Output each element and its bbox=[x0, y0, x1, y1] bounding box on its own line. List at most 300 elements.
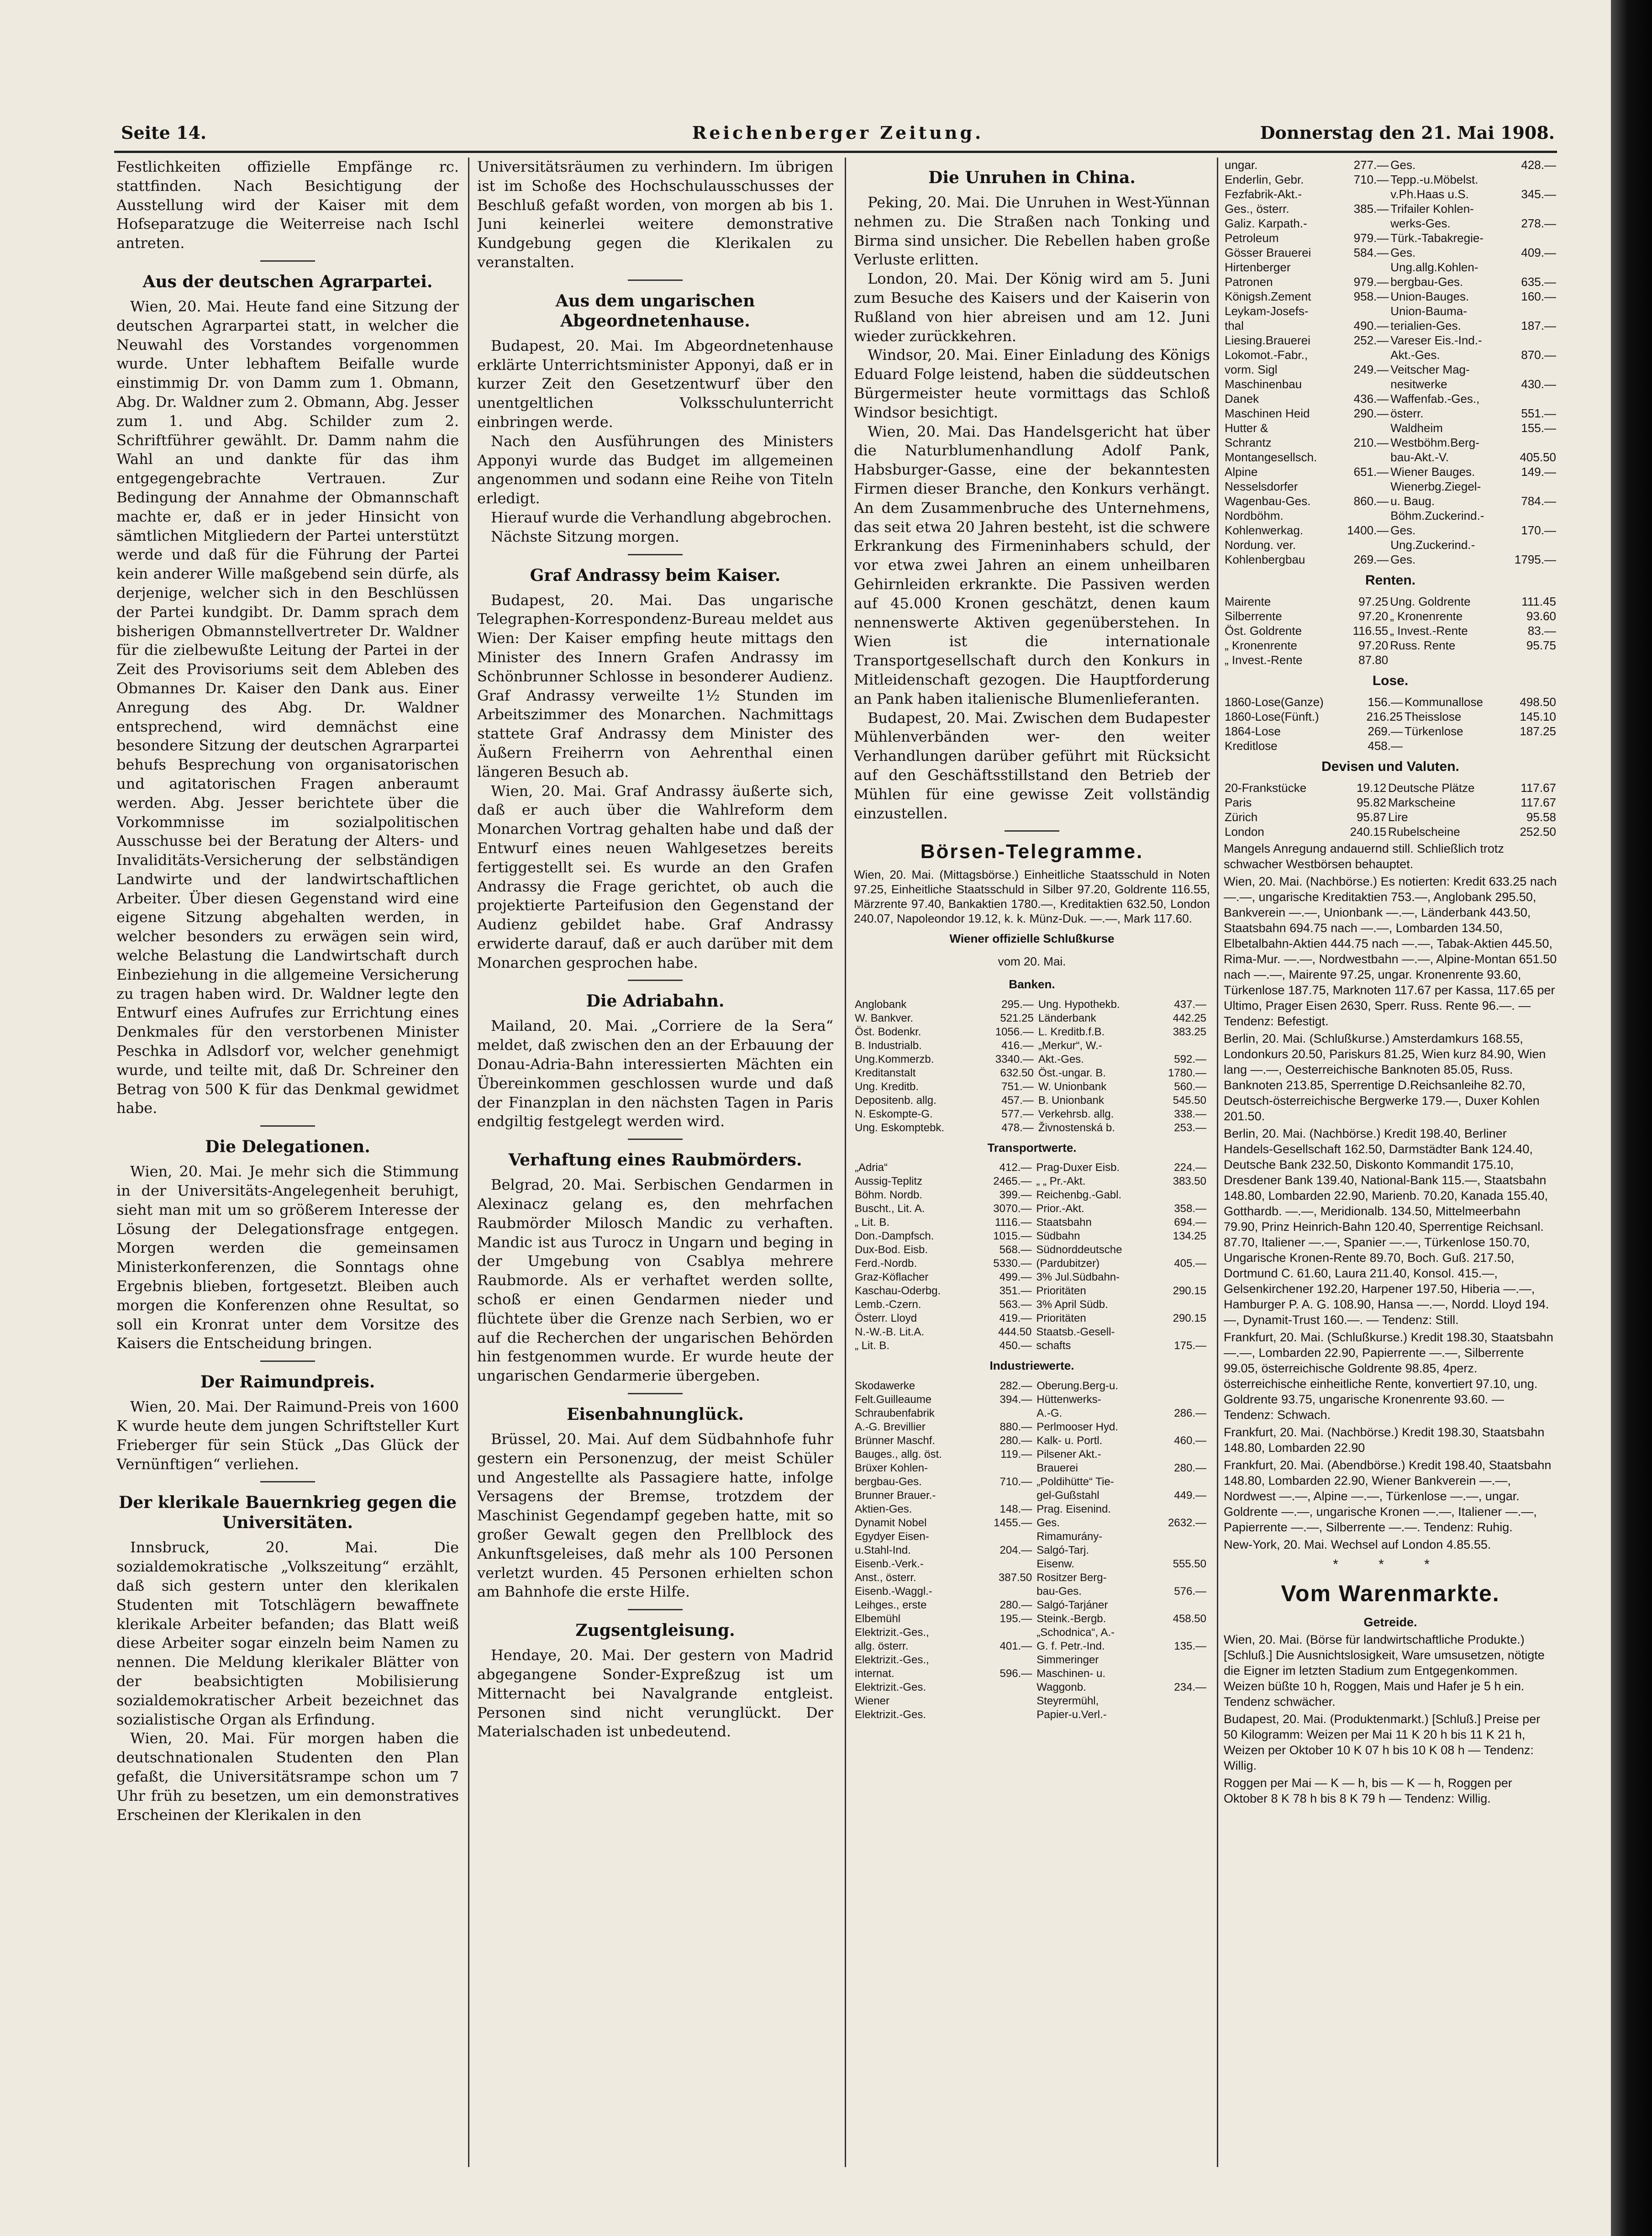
article-text: London, 20. Mai. Der König wird am 5. Juni zum Besuche des Kaisers und der Kaiserin von Rußland von hier abreisen und am 12. Juni wieder zurückkehren. bbox=[854, 270, 1210, 345]
table-cell-value: 2465.— bbox=[993, 1175, 1032, 1188]
table-row bbox=[854, 1612, 1210, 1626]
table-cell-value: 555.50 bbox=[1173, 1558, 1206, 1571]
table-cell-name: Hüttenwerks- bbox=[1036, 1393, 1101, 1406]
table-cell-name: Lemb.-Czern. bbox=[855, 1298, 921, 1311]
table-cell-value: 290.15 bbox=[1173, 1312, 1206, 1325]
table-row bbox=[1224, 824, 1557, 839]
table-cell-name: Veitscher Mag- bbox=[1390, 363, 1470, 376]
table-cell-value bbox=[977, 1530, 1036, 1544]
table-cell-value: 444.50 bbox=[998, 1326, 1032, 1339]
table-row bbox=[854, 1557, 1210, 1571]
table-cell-name: Öst.-ungar. B. bbox=[1038, 1066, 1106, 1079]
table-cell-value: 419.— bbox=[999, 1312, 1032, 1325]
separator bbox=[628, 554, 683, 555]
table-cell-value: 436.— bbox=[1353, 392, 1389, 406]
table-cell-name: Fezfabrik-Akt.- bbox=[1225, 187, 1302, 201]
separator bbox=[260, 1125, 315, 1127]
table-row bbox=[854, 1516, 1210, 1530]
table-cell-name: Ges. bbox=[1390, 553, 1416, 566]
subsection-heading: Industriewerte. bbox=[989, 1359, 1074, 1373]
table-cell-name: (Pardubitzer) bbox=[1036, 1257, 1100, 1270]
table-row bbox=[1224, 523, 1557, 538]
table-cell-name: „ Kronenrente bbox=[1225, 638, 1297, 652]
table-cell-value: 870.— bbox=[1521, 348, 1556, 362]
market-report: Berlin, 20. Mai. (Nachbörse.) Kredit 198.40, Berliner Handels-Gesellschaft 162.50, Darmstädter Bank 124.40, Deutsche Bank 232.50, Diskonto Kommandit 175.10, Dresdener Bank 139.40, National-Bank 115.—, Staatsbahn 148.80, Lombarden 22.90, Marienb. 70.20, Kanada 155.40, Gotthardb. —.—, Meridionalb. 134.50, Mittelmeerbahn 79.90, Prinz Heinrich-Bahn 120.40, Sperrentige Reichsanl. 87.70, Italiener —.—, Spanier —.—, Türkenlose 150.70, Ungarische Kronen-Rente 89.70, Boch. Guß. 217.50, Dortmund C. 61.60, Laura 211.40, Konsol. 415.—, Gelsenkirchener 192.20, Harpener 197.50, Hiberia —.—, Hamburger P. A. G. 108.90, Hansa —.—, Nordd. Lloyd 194.—, Dynamit-Trust 160.—. — Tendenz: Still. bbox=[1224, 1127, 1549, 1327]
table-cell-value: 428.— bbox=[1521, 158, 1556, 172]
table-row bbox=[854, 1325, 1210, 1339]
table-cell-name: Wiener Bauges. bbox=[1390, 465, 1475, 479]
page-spine-shadow bbox=[1611, 0, 1652, 2236]
table-cell-value bbox=[1157, 1243, 1210, 1257]
table-cell-value: 145.10 bbox=[1520, 710, 1556, 723]
subsection-heading: Wiener offizielle Schlußkurse bbox=[949, 932, 1115, 946]
separator bbox=[628, 1609, 683, 1610]
table-cell-name: Prag-Duxer Eisb. bbox=[1036, 1161, 1120, 1174]
table-row bbox=[854, 1585, 1210, 1598]
table-cell-name: Russ. Rente bbox=[1390, 638, 1456, 652]
table-row bbox=[854, 1066, 1210, 1080]
table-cell-value: 5330.— bbox=[993, 1257, 1032, 1270]
table-cell-value: 204.— bbox=[1000, 1544, 1032, 1557]
table-cell-name: Westböhm.Berg- bbox=[1390, 436, 1479, 449]
table-cell-name: Prior.-Akt. bbox=[1036, 1202, 1084, 1215]
table-cell-name: Ung.Kommerzb. bbox=[855, 1053, 934, 1065]
table-cell-value: 401.— bbox=[1000, 1640, 1032, 1653]
column-1 bbox=[116, 158, 459, 2167]
table-cell-name: „Poldihütte“ Tie- bbox=[1036, 1476, 1114, 1488]
table-cell-value bbox=[977, 1694, 1036, 1708]
issue-date: Donnerstag den 21. Mai 1908. bbox=[1260, 122, 1555, 143]
table-cell-value bbox=[1151, 1598, 1210, 1612]
table-cell-name: Prioritäten bbox=[1036, 1312, 1086, 1325]
table-cell-name: Elektrizit.-Ges. bbox=[855, 1709, 926, 1721]
table-cell-name: Rubelscheine bbox=[1388, 825, 1460, 838]
table-cell-value: 457.— bbox=[1001, 1094, 1034, 1107]
article-heading: Zugsentgleisung. bbox=[575, 1621, 735, 1640]
article-text: Universitätsräumen zu verhindern. Im übrigen ist im Schoße des Hochschulausschusses der Beschluß gefaßt worden, von morgen ab bis 1. Juni keinerlei weitere demonstrative Kundgebung gegen die Klerikalen zu veranstalten. bbox=[477, 158, 833, 271]
table-cell-value: 1400.— bbox=[1347, 523, 1389, 537]
table-cell-value: 449.— bbox=[1174, 1489, 1206, 1502]
table-cell-value bbox=[977, 1681, 1036, 1694]
table-row bbox=[1224, 391, 1557, 406]
subsection-heading: Devisen und Valuten. bbox=[1321, 759, 1459, 774]
table-cell-value: 119.— bbox=[1000, 1448, 1032, 1461]
table-cell-value: 880.— bbox=[1000, 1421, 1032, 1434]
table-cell-value: 478.— bbox=[1001, 1121, 1034, 1134]
market-report: Berlin, 20. Mai. (Schlußkurse.) Amsterdamkurs 168.55, Londonkurs 20.50, Pariskurs 81.25, Wien kurz 84.90, Wien lang —.—, Oesterreichische Banknoten 85.05, Russ. Banknoten 213.85, Sperrentige D.Reichsanleihe 82.70, Deutsch-österreichische Bergwerke 179.—, Duxer Kohlen 201.50. bbox=[1224, 1032, 1546, 1123]
table-row bbox=[1224, 377, 1557, 391]
table-cell-value: 412.— bbox=[999, 1161, 1032, 1174]
table-row bbox=[1224, 552, 1557, 567]
table-cell-name: „ Lit. B. bbox=[855, 1216, 890, 1229]
column-3 bbox=[854, 158, 1210, 2167]
table-cell-name: Galiz. Karpath.- bbox=[1225, 216, 1307, 230]
table-cell-name: Kaschau-Oderbg. bbox=[855, 1285, 941, 1297]
table-cell-name: Liesing.Brauerei bbox=[1225, 333, 1310, 347]
table-cell-value bbox=[1505, 260, 1557, 274]
table-cell-name: Steyrermühl, bbox=[1036, 1695, 1099, 1708]
table-cell-name: Dynamit Nobel bbox=[855, 1517, 927, 1529]
table-cell-name: Österr. Lloyd bbox=[855, 1312, 917, 1325]
table-cell-value: 577.— bbox=[1001, 1107, 1034, 1120]
table-cell-value: 490.— bbox=[1353, 319, 1389, 332]
table-cell-value: 95.87 bbox=[1357, 810, 1387, 824]
table-cell-value: 19.12 bbox=[1357, 781, 1387, 795]
table-row bbox=[1224, 494, 1557, 508]
table-cell-value: 269.— bbox=[1368, 724, 1403, 738]
table-cell-name: gel-Gußstahl bbox=[1036, 1489, 1100, 1502]
table-cell-value: 170.— bbox=[1521, 523, 1556, 537]
table-cell-name: Aktien-Ges. bbox=[855, 1503, 912, 1516]
table-cell-value: 385.— bbox=[1353, 202, 1389, 216]
table-cell-value: 148.— bbox=[1000, 1503, 1032, 1516]
table-cell-value: 338.— bbox=[1174, 1107, 1206, 1120]
column-4 bbox=[1224, 158, 1557, 2167]
table-cell-value: 551.— bbox=[1521, 406, 1556, 420]
table-cell-value bbox=[1157, 1325, 1210, 1339]
table-cell-value: 252.50 bbox=[1520, 825, 1556, 838]
table-cell-value: 83.— bbox=[1527, 624, 1556, 638]
table-row bbox=[854, 1640, 1210, 1653]
table-cell-value: 387.50 bbox=[998, 1572, 1032, 1584]
table-row bbox=[854, 1094, 1210, 1107]
table-cell-value: 979.— bbox=[1353, 231, 1389, 245]
table-cell-value: 224.— bbox=[1174, 1161, 1206, 1174]
table-cell-name: Länderbank bbox=[1038, 1012, 1096, 1024]
table-cell-name: Lokomot.-Fabr., bbox=[1225, 348, 1308, 362]
table-cell-name: Brüxer Kohlen- bbox=[855, 1462, 928, 1475]
table-cell-value: 134.25 bbox=[1173, 1230, 1206, 1243]
table-row bbox=[854, 1284, 1210, 1298]
table-cell-name: nesitwerke bbox=[1390, 377, 1447, 391]
table-cell-name: ungar. bbox=[1225, 158, 1258, 172]
stock-table-transport bbox=[854, 1161, 1210, 1353]
table-cell-value bbox=[1505, 362, 1557, 377]
article-text: Wien, 20. Mai. Das Handelsgericht hat über die Naturblumenhandlung Adolf Pank, Habsburger-Gasse, eine der bekanntesten Firmen dieser Branche, den Konkurs verhängt. An dem Zusammenbruche des Unternehmens, das seit etwa 20 Jahren besteht, ist die schwere Erkrankung des Firmeninhabers schuld, der vor etwa zwei Jahren an einem unheilbaren Gehirnleiden erkrankte. Die Passiven werden auf 45.000 Kronen geschätzt, denen kaum nennenswerte Aktiven gegenüberstehen. In Wien ist die internationale Transportgesellschaft durch den Konkurs in Mitleidenschaft gezogen. Die Hauptforderung an Pank haben italienische Blumenlieferanten. bbox=[854, 422, 1210, 707]
table-cell-name: Rimamurány- bbox=[1036, 1530, 1103, 1543]
table-cell-value: 450.— bbox=[999, 1339, 1032, 1352]
table-cell-name: Elektrizit.-Ges., bbox=[855, 1626, 929, 1639]
market-report: Wien, 20. Mai. (Börse für landwirtschaftliche Produkte.) [Schluß.] Die Ausnichtslosigkeit, Ware umsusetzen, nötigte die Eigner im letzten Stadium zum Entgegenkommen. Weizen büßte 10 h, Roggen, Mais und Hafer je 5 h ein. Tendenz schwächer. bbox=[1224, 1633, 1545, 1709]
table-cell-name: Felt.Guilleaume bbox=[855, 1393, 932, 1406]
table-cell-value: 93.60 bbox=[1526, 609, 1556, 623]
table-cell-value: 632.50 bbox=[1000, 1066, 1034, 1079]
table-cell-value: 277.— bbox=[1353, 158, 1389, 172]
table-cell-value bbox=[1151, 1653, 1210, 1667]
table-row bbox=[854, 1107, 1210, 1121]
table-cell-value: 1780.— bbox=[1168, 1066, 1206, 1079]
table-cell-value: 187.— bbox=[1521, 319, 1556, 332]
table-cell-name: Lire bbox=[1388, 810, 1408, 824]
table-cell-value bbox=[1505, 391, 1557, 406]
table-cell-name: Waffenfab.-Ges., bbox=[1390, 392, 1480, 406]
table-cell-name: Ung. Eskomptebk. bbox=[855, 1121, 945, 1134]
table-cell-name: 1860-Lose(Fünft.) bbox=[1225, 710, 1319, 723]
table-row bbox=[854, 1393, 1210, 1407]
devisen-table bbox=[1224, 780, 1557, 839]
table-cell-value: 280.— bbox=[1000, 1599, 1032, 1612]
table-cell-name: Bauges., allg. öst. bbox=[855, 1448, 942, 1461]
table-cell-value bbox=[1337, 450, 1390, 464]
table-cell-value: 155.— bbox=[1521, 421, 1556, 435]
table-cell-name: Markscheine bbox=[1388, 796, 1456, 809]
table-row bbox=[854, 1667, 1210, 1681]
table-cell-name: Schraubenfabrik bbox=[855, 1407, 935, 1420]
table-row bbox=[854, 1448, 1210, 1461]
table-cell-name: Kommunallose bbox=[1405, 695, 1483, 709]
table-cell-name: Ges., österr. bbox=[1225, 202, 1289, 216]
table-cell-value bbox=[1505, 479, 1557, 494]
table-row bbox=[1224, 318, 1557, 333]
table-cell-name: Enderlin, Gebr. bbox=[1225, 173, 1304, 186]
table-row bbox=[1224, 709, 1557, 724]
table-cell-name: Union-Bauma- bbox=[1390, 304, 1467, 318]
separator bbox=[260, 1481, 315, 1482]
table-cell-name: Eisenb.-Verk.- bbox=[855, 1558, 924, 1571]
table-cell-value bbox=[1505, 508, 1557, 523]
table-cell-name: Tepp.-u.Möbelst. bbox=[1390, 173, 1478, 186]
table-cell-value: 399.— bbox=[999, 1189, 1032, 1202]
table-cell-value: 117.67 bbox=[1520, 796, 1556, 809]
table-cell-value: 563.— bbox=[999, 1298, 1032, 1311]
table-cell-value bbox=[1151, 1530, 1210, 1544]
table-cell-value bbox=[1151, 1039, 1210, 1053]
table-cell-value bbox=[1337, 479, 1390, 494]
table-cell-value: 2632.— bbox=[1168, 1517, 1206, 1529]
table-cell-value: 87.80 bbox=[1358, 653, 1389, 667]
table-cell-name: Hutter & bbox=[1225, 421, 1268, 435]
table-cell-name: Anglobank bbox=[855, 998, 907, 1011]
table-cell-value bbox=[1337, 304, 1390, 318]
article-text: Windsor, 20. Mai. Einer Einladung des Königs Eduard Folge leistend, haben die süddeutschen Bürgermeister heute vormittags das Schloß Windsor besichtigt. bbox=[854, 346, 1210, 421]
table-cell-value: 383.50 bbox=[1173, 1175, 1206, 1188]
table-cell-value: 97.25 bbox=[1358, 595, 1389, 608]
table-cell-value bbox=[1505, 304, 1557, 318]
table-cell-value: 521.25 bbox=[1000, 1012, 1034, 1024]
table-cell-name: Türkenlose bbox=[1405, 724, 1463, 738]
stock-table-banken bbox=[854, 998, 1210, 1135]
table-cell-value bbox=[977, 1626, 1036, 1640]
table-cell-value: 210.— bbox=[1353, 436, 1389, 449]
article-text: Mailand, 20. Mai. „Corriere de la Sera“ meldet, daß zwischen den an der Erbauung der Donau-Adria-Bahn interessierten Mächten ein Übereinkommen geschlossen wurde und daß der Finanzplan in den nächsten Tagen in Paris endgiltig festgelegt werden wird. bbox=[477, 1017, 833, 1130]
table-cell-name: Prag. Eisenind. bbox=[1036, 1503, 1111, 1516]
table-cell-name: Ung. Goldrente bbox=[1390, 595, 1471, 608]
table-cell-value: 394.— bbox=[1000, 1393, 1032, 1406]
table-cell-value: 358.— bbox=[1174, 1202, 1206, 1215]
table-row bbox=[1224, 435, 1557, 450]
table-row bbox=[854, 1461, 1210, 1475]
table-row bbox=[854, 1339, 1210, 1353]
table-cell-name: „ Invest.-Rente bbox=[1225, 653, 1303, 667]
table-cell-value bbox=[1151, 1379, 1210, 1393]
table-row bbox=[1224, 245, 1557, 260]
table-cell-value: 116.55 bbox=[1352, 624, 1389, 638]
table-row bbox=[854, 1298, 1210, 1312]
table-cell-name: Königsh.Zement bbox=[1225, 290, 1311, 303]
table-cell-name: Anst., österr. bbox=[855, 1572, 916, 1584]
table-cell-value: 860.— bbox=[1353, 494, 1389, 508]
table-cell-name: „Schodnica“, A.- bbox=[1036, 1626, 1115, 1639]
table-cell-name: Staatsb.-Gesell- bbox=[1036, 1326, 1115, 1339]
table-row bbox=[854, 1544, 1210, 1557]
table-cell-value: 430.— bbox=[1521, 377, 1556, 391]
table-cell-name: Brauerei bbox=[1036, 1462, 1078, 1475]
table-cell-value: 784.— bbox=[1521, 494, 1556, 508]
column-2 bbox=[477, 158, 833, 2167]
table-cell-name: Kohlenwerkag. bbox=[1225, 523, 1303, 537]
table-cell-name: Perlmooser Hyd. bbox=[1036, 1421, 1118, 1434]
table-cell-value bbox=[1151, 1420, 1210, 1434]
table-cell-value bbox=[1151, 1667, 1210, 1681]
column-divider bbox=[845, 158, 846, 2167]
table-cell-value: 111.45 bbox=[1521, 595, 1556, 608]
table-cell-value: 458.50 bbox=[1173, 1613, 1206, 1625]
article-text: Wien, 20. Mai. Für morgen haben die deutschnationalen Studenten den Plan gefaßt, die Universitätsrampe schon um 7 Uhr früh zu besetzen, um ein demonstratives Erscheinen der Klerikalen in den bbox=[116, 1730, 459, 1824]
section-heading: Börsen-Telegramme. bbox=[920, 840, 1144, 863]
table-cell-name: internat. bbox=[855, 1667, 894, 1680]
table-cell-value: 97.20 bbox=[1358, 609, 1389, 623]
article-heading: Die Adriabahn. bbox=[586, 991, 725, 1011]
table-cell-name: Schrantz bbox=[1225, 436, 1272, 449]
table-cell-value bbox=[1151, 1626, 1210, 1640]
table-cell-value: 442.25 bbox=[1173, 1012, 1206, 1024]
table-cell-value: 498.50 bbox=[1520, 695, 1556, 709]
table-row bbox=[1224, 289, 1557, 304]
table-cell-name: Vareser Eis.-Ind.- bbox=[1390, 333, 1482, 347]
table-row bbox=[1224, 450, 1557, 464]
table-row bbox=[854, 1271, 1210, 1284]
table-cell-value: 249.— bbox=[1353, 363, 1389, 376]
table-cell-value bbox=[977, 1708, 1036, 1722]
market-report: Roggen per Mai — K — h, bis — K — h, Roggen per Oktober 8 K 78 h bis 8 K 79 h — Tendenz: Willig. bbox=[1224, 1776, 1512, 1805]
table-cell-value: 568.— bbox=[999, 1244, 1032, 1256]
table-cell-name: Papier-u.Verl.- bbox=[1036, 1709, 1107, 1721]
table-cell-name: A.-G. Brevillier bbox=[855, 1421, 926, 1434]
table-cell-value: 95.75 bbox=[1526, 638, 1556, 652]
table-row bbox=[1224, 653, 1557, 667]
table-cell-value: 584.— bbox=[1353, 246, 1389, 259]
table-row bbox=[854, 1202, 1210, 1216]
table-cell-name: Eisenb.-Waggl.- bbox=[855, 1585, 932, 1598]
article-text: Wien, 20. Mai. Der Raimund-Preis von 1600 K wurde heute dem jungen Schriftsteller Kurt Frieberger für sein Stück „Das Glück der Vernünftigen“ verliehen. bbox=[116, 1398, 459, 1473]
table-cell-value: 295.— bbox=[1001, 998, 1034, 1011]
table-row bbox=[1224, 231, 1557, 245]
table-row bbox=[854, 1039, 1210, 1053]
section-heading: Vom Warenmarkte. bbox=[1281, 1581, 1500, 1606]
table-cell-value: 175.— bbox=[1174, 1339, 1206, 1352]
table-cell-name: „Merkur“, W.- bbox=[1038, 1039, 1102, 1052]
table-cell-value: 282.— bbox=[1000, 1380, 1032, 1392]
table-cell-value: 3340.— bbox=[995, 1053, 1034, 1065]
table-row bbox=[854, 1571, 1210, 1585]
table-cell-name: 3% April Südb. bbox=[1036, 1298, 1108, 1311]
table-cell-value: 269.— bbox=[1353, 553, 1389, 566]
table-cell-name: Nesselsdorfer bbox=[1225, 480, 1298, 493]
table-cell-value: 958.— bbox=[1353, 290, 1389, 303]
table-row bbox=[854, 1216, 1210, 1229]
table-row bbox=[1224, 201, 1557, 216]
table-row bbox=[854, 1681, 1210, 1694]
separator bbox=[628, 1139, 683, 1140]
table-cell-value: 710.— bbox=[1353, 173, 1389, 186]
lose-table bbox=[1224, 695, 1557, 753]
table-cell-name: Reichenbg.-Gabl. bbox=[1036, 1189, 1122, 1202]
table-cell-value: 560.— bbox=[1174, 1080, 1206, 1093]
table-cell-value bbox=[1151, 1475, 1210, 1489]
table-cell-name: Böhm. Nordb. bbox=[855, 1189, 923, 1202]
table-cell-value: 234.— bbox=[1174, 1681, 1206, 1694]
table-row bbox=[854, 998, 1210, 1012]
table-cell-name: werks-Ges. bbox=[1390, 216, 1451, 230]
table-cell-value: 253.— bbox=[1174, 1121, 1206, 1134]
table-cell-value bbox=[1151, 1694, 1210, 1708]
table-cell-name: Živnostenská b. bbox=[1038, 1121, 1115, 1134]
table-cell-value: 97.20 bbox=[1358, 638, 1389, 652]
column-divider bbox=[1217, 158, 1218, 2167]
table-cell-name: Prioritäten bbox=[1036, 1285, 1086, 1297]
table-cell-value: 979.— bbox=[1353, 275, 1389, 289]
table-row bbox=[854, 1475, 1210, 1489]
subsection-heading: Lose. bbox=[1372, 673, 1409, 688]
table-cell-value: 751.— bbox=[1001, 1080, 1034, 1093]
header-rule bbox=[114, 151, 1557, 153]
table-cell-value: 95.58 bbox=[1526, 810, 1556, 824]
table-cell-value bbox=[1505, 435, 1557, 450]
table-cell-name: „ „ Pr.-Akt. bbox=[1036, 1175, 1086, 1188]
table-cell-value bbox=[1505, 333, 1557, 348]
table-cell-name: Ung. Hypothekb. bbox=[1038, 998, 1120, 1011]
table-cell-value: 694.— bbox=[1174, 1216, 1206, 1229]
table-cell-value bbox=[977, 1653, 1036, 1667]
table-row bbox=[1224, 172, 1557, 187]
article-heading: Eisenbahnunglück. bbox=[566, 1405, 744, 1424]
table-cell-name: Pilsener Akt.- bbox=[1036, 1448, 1101, 1461]
table-cell-value: 1015.— bbox=[993, 1230, 1032, 1243]
table-cell-value bbox=[1337, 260, 1390, 274]
table-row bbox=[1224, 810, 1557, 824]
table-cell-name: Ung. Kreditb. bbox=[855, 1080, 919, 1093]
table-cell-value bbox=[1505, 231, 1557, 245]
table-cell-name: Don.-Dampfsch. bbox=[855, 1230, 934, 1243]
table-row bbox=[1224, 348, 1557, 362]
market-report: Frankfurt, 20. Mai. (Abendbörse.) Kredit 198.40, Staatsbahn 148.80, Lombarden 22.90, Wiener Bankverein —.—, Nordwest —.—, Alpine —.—, Türkenlose —.—, ungar. Goldrente —.—, ungarische Kronen —.—, Italiener —.—, Papierrente —.—, Silberrente —.—. Tendenz: Ruhig. bbox=[1224, 1458, 1552, 1534]
subsection-date: vom 20. Mai. bbox=[998, 955, 1066, 969]
table-row bbox=[1224, 538, 1557, 552]
table-row bbox=[1224, 780, 1557, 795]
table-cell-value: 635.— bbox=[1521, 275, 1556, 289]
table-row bbox=[854, 1379, 1210, 1393]
table-row bbox=[1224, 187, 1557, 201]
table-cell-name: Eisenw. bbox=[1036, 1558, 1074, 1571]
table-row bbox=[1224, 479, 1557, 494]
table-cell-value: 117.67 bbox=[1520, 781, 1556, 795]
article-text: Peking, 20. Mai. Die Unruhen in West-Yünnan nehmen zu. Die Straßen nach Tonking und Birma sind unsicher. Die Rebellen haben große Verluste erlitten. bbox=[854, 194, 1210, 269]
table-cell-value bbox=[1151, 1393, 1210, 1407]
table-cell-name: Akt.-Ges. bbox=[1038, 1053, 1084, 1065]
table-cell-value bbox=[1151, 1544, 1210, 1557]
table-cell-name: terialien-Ges. bbox=[1390, 319, 1461, 332]
table-cell-name: thal bbox=[1225, 319, 1244, 332]
table-row bbox=[1224, 609, 1557, 623]
table-cell-name: Brünner Maschf. bbox=[855, 1434, 936, 1447]
table-row bbox=[854, 1080, 1210, 1094]
subsection-heading: Renten. bbox=[1365, 573, 1415, 588]
table-cell-value bbox=[977, 1407, 1036, 1420]
table-cell-value: 351.— bbox=[999, 1285, 1032, 1297]
table-cell-name: Rositzer Berg- bbox=[1036, 1572, 1107, 1584]
market-report: Mangels Anregung andauernd still. Schließlich trotz schwacher Westbörsen behauptet. bbox=[1224, 842, 1504, 871]
table-cell-name: Ferd.-Nordb. bbox=[855, 1257, 917, 1270]
